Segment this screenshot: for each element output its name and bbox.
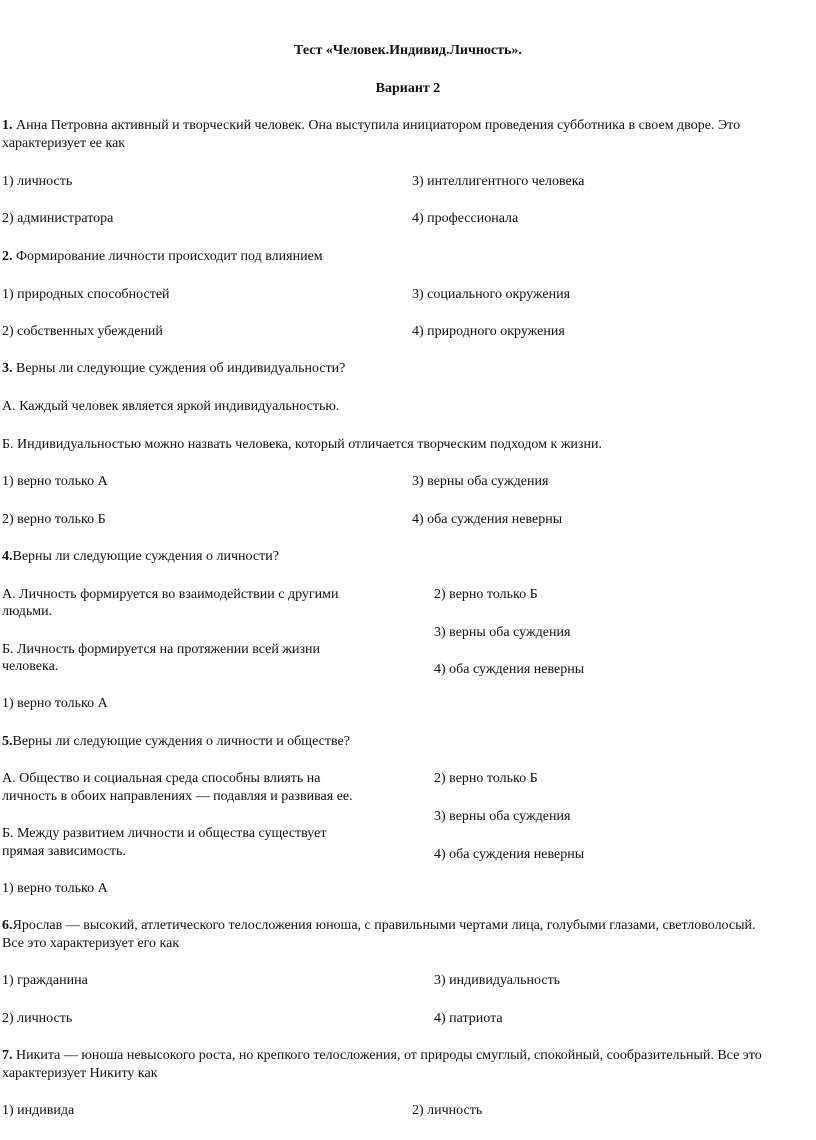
statement-a-cont: личность в обоих направлениях — подавляя и развивая ее. — [2, 789, 353, 804]
statement-a-cont: людьми. — [2, 604, 53, 619]
answer-option: 1) личность — [2, 174, 73, 189]
answer-option: 1) индивида — [2, 1103, 75, 1118]
question-4 — [2, 548, 279, 566]
answer-option: 2) верно только Б — [2, 512, 106, 527]
question-text: Ярослав — высокий, атлетического телосложения юноша, с правильными чертами лица, голубыми глазами, светловолосый. — [12, 918, 756, 933]
question-text: Верны ли следующие суждения о личности? — [12, 549, 279, 564]
answer-option: 1) верно только А — [2, 881, 108, 896]
question-text: Формирование личности происходит под влиянием — [12, 249, 323, 264]
answer-option: 3) индивидуальность — [434, 973, 561, 988]
statement-a: А. Каждый человек является яркой индивидуальностью. — [2, 399, 340, 414]
answer-option: 2) личность — [2, 1011, 73, 1026]
question-3 — [2, 360, 345, 378]
answer-option: 3) социального окружения — [412, 287, 571, 302]
statement-b: Б. Между развитием личности и общества существует — [2, 826, 327, 841]
answer-option: 4) оба суждения неверны — [434, 662, 585, 677]
question-number: 5. — [2, 734, 13, 749]
question-text: Верны ли следующие суждения о личности и обществе? — [12, 734, 350, 749]
answer-option: 3) верны оба суждения — [434, 809, 571, 824]
question-text-cont: характеризует ее как — [2, 136, 126, 151]
answer-option: 3) верны оба суждения — [412, 474, 549, 489]
statement-b: Б. Индивидуальностью можно назвать человека, который отличается творческим подходом к жизни. — [2, 437, 602, 452]
question-number: 1. — [2, 118, 13, 133]
answer-option: 4) природного окружения — [412, 324, 565, 339]
answer-option: 4) оба суждения неверны — [412, 512, 563, 527]
question-number: 6. — [2, 918, 13, 933]
page-title: Тест «Человек.Индивид.Личность». — [294, 43, 522, 58]
answer-option: 2) верно только Б — [434, 771, 538, 786]
answer-option: 1) верно только А — [2, 696, 108, 711]
question-number: 3. — [2, 361, 13, 376]
statement-b: Б. Личность формируется на протяжении всей жизни — [2, 642, 320, 657]
question-text: Анна Петровна активный и творческий человек. Она выступила инициатором проведения субботника в своем дворе. Это — [12, 118, 741, 133]
answer-option: 4) патриота — [434, 1011, 503, 1026]
answer-option: 1) верно только А — [2, 474, 108, 489]
answer-option: 2) личность — [412, 1103, 483, 1118]
answer-option: 1) природных способностей — [2, 287, 170, 302]
question-number: 7. — [2, 1048, 13, 1063]
question-7 — [2, 1047, 762, 1065]
statement-a: А. Личность формируется во взаимодействии с другими — [2, 587, 339, 602]
answer-option: 2) администратора — [2, 211, 114, 226]
question-text-cont: Все это характеризует его как — [2, 936, 180, 951]
statement-a: А. Общество и социальная среда способны влиять на — [2, 771, 321, 786]
statement-b-cont: прямая зависимость. — [2, 844, 126, 859]
answer-option: 4) оба суждения неверны — [434, 847, 585, 862]
question-1 — [2, 117, 740, 135]
question-2 — [2, 248, 323, 266]
statement-b-cont: человека. — [2, 659, 59, 674]
question-number: 4. — [2, 549, 13, 564]
answer-option: 2) верно только Б — [434, 587, 538, 602]
answer-option: 3) интеллигентного человека — [412, 174, 585, 189]
answer-option: 2) собственных убеждений — [2, 324, 163, 339]
question-5 — [2, 733, 350, 751]
question-text: Никита — юноша невысокого роста, но крепкого телосложения, от природы смуглый, спокойный, сообразительный. Все это — [12, 1048, 762, 1063]
question-text-cont: характеризует Никиту как — [2, 1066, 158, 1081]
question-number: 2. — [2, 249, 13, 264]
answer-option: 1) гражданина — [2, 973, 88, 988]
variant-heading: Вариант 2 — [375, 81, 441, 96]
question-6 — [2, 917, 756, 935]
question-text: Верны ли следующие суждения об индивидуальности? — [12, 361, 346, 376]
answer-option: 3) верны оба суждения — [434, 625, 571, 640]
answer-option: 4) профессионала — [412, 211, 519, 226]
